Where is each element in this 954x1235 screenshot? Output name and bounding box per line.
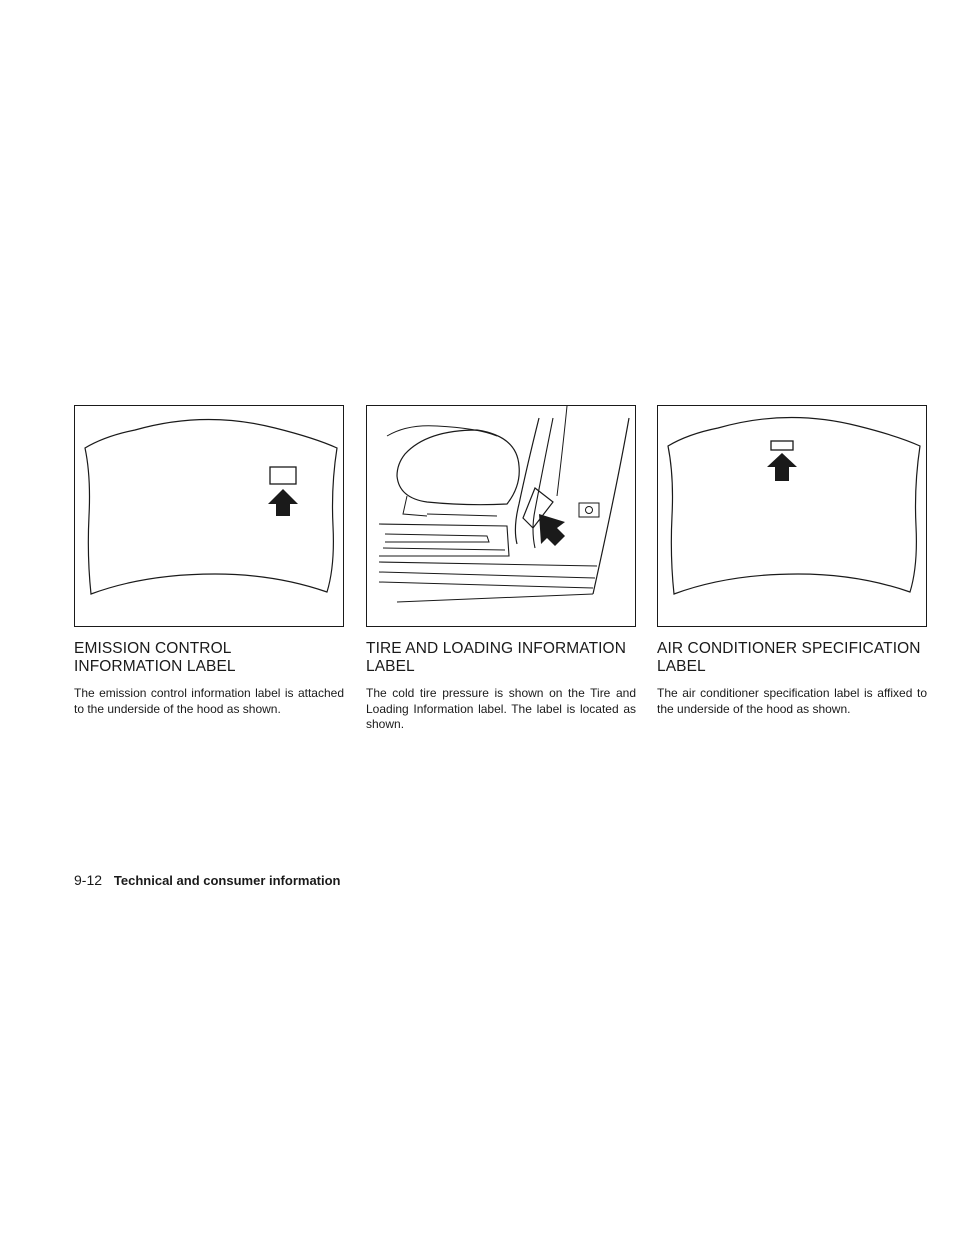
emission-label-figure [74, 405, 344, 627]
door-pillar-illustration [367, 406, 635, 626]
hood-underside-illustration [75, 406, 343, 626]
air-conditioner-section [657, 405, 927, 717]
tire-body: The cold tire pressure is shown on the Tire and Loading Information label. The label is located as shown. [366, 686, 636, 731]
ac-heading: AIR CONDITIONER SPECIFICATION LABEL [657, 640, 921, 675]
emission-control-section [74, 405, 344, 717]
ac-label-marker [771, 441, 793, 450]
page-footer [74, 872, 341, 888]
tire-label-figure [366, 405, 636, 627]
hood-underside-illustration [658, 406, 926, 626]
ac-label-figure [657, 405, 927, 627]
emission-body: The emission control information label is attached to the underside of the hood as shown. [74, 686, 344, 716]
emission-heading: EMISSION CONTROL INFORMATION LABEL [74, 640, 236, 675]
chapter-title: Technical and consumer information [113, 873, 341, 888]
arrow-up-icon [767, 453, 797, 481]
emission-label-marker [270, 467, 296, 484]
ac-body: The air conditioner specification label is affixed to the underside of the hood as shown. [657, 686, 927, 716]
tire-loading-section [366, 405, 636, 733]
arrow-up-left-icon [539, 514, 565, 546]
arrow-up-icon [268, 489, 298, 516]
tire-heading: TIRE AND LOADING INFORMATION LABEL [366, 640, 627, 675]
page-number: 9-12 [74, 872, 103, 888]
